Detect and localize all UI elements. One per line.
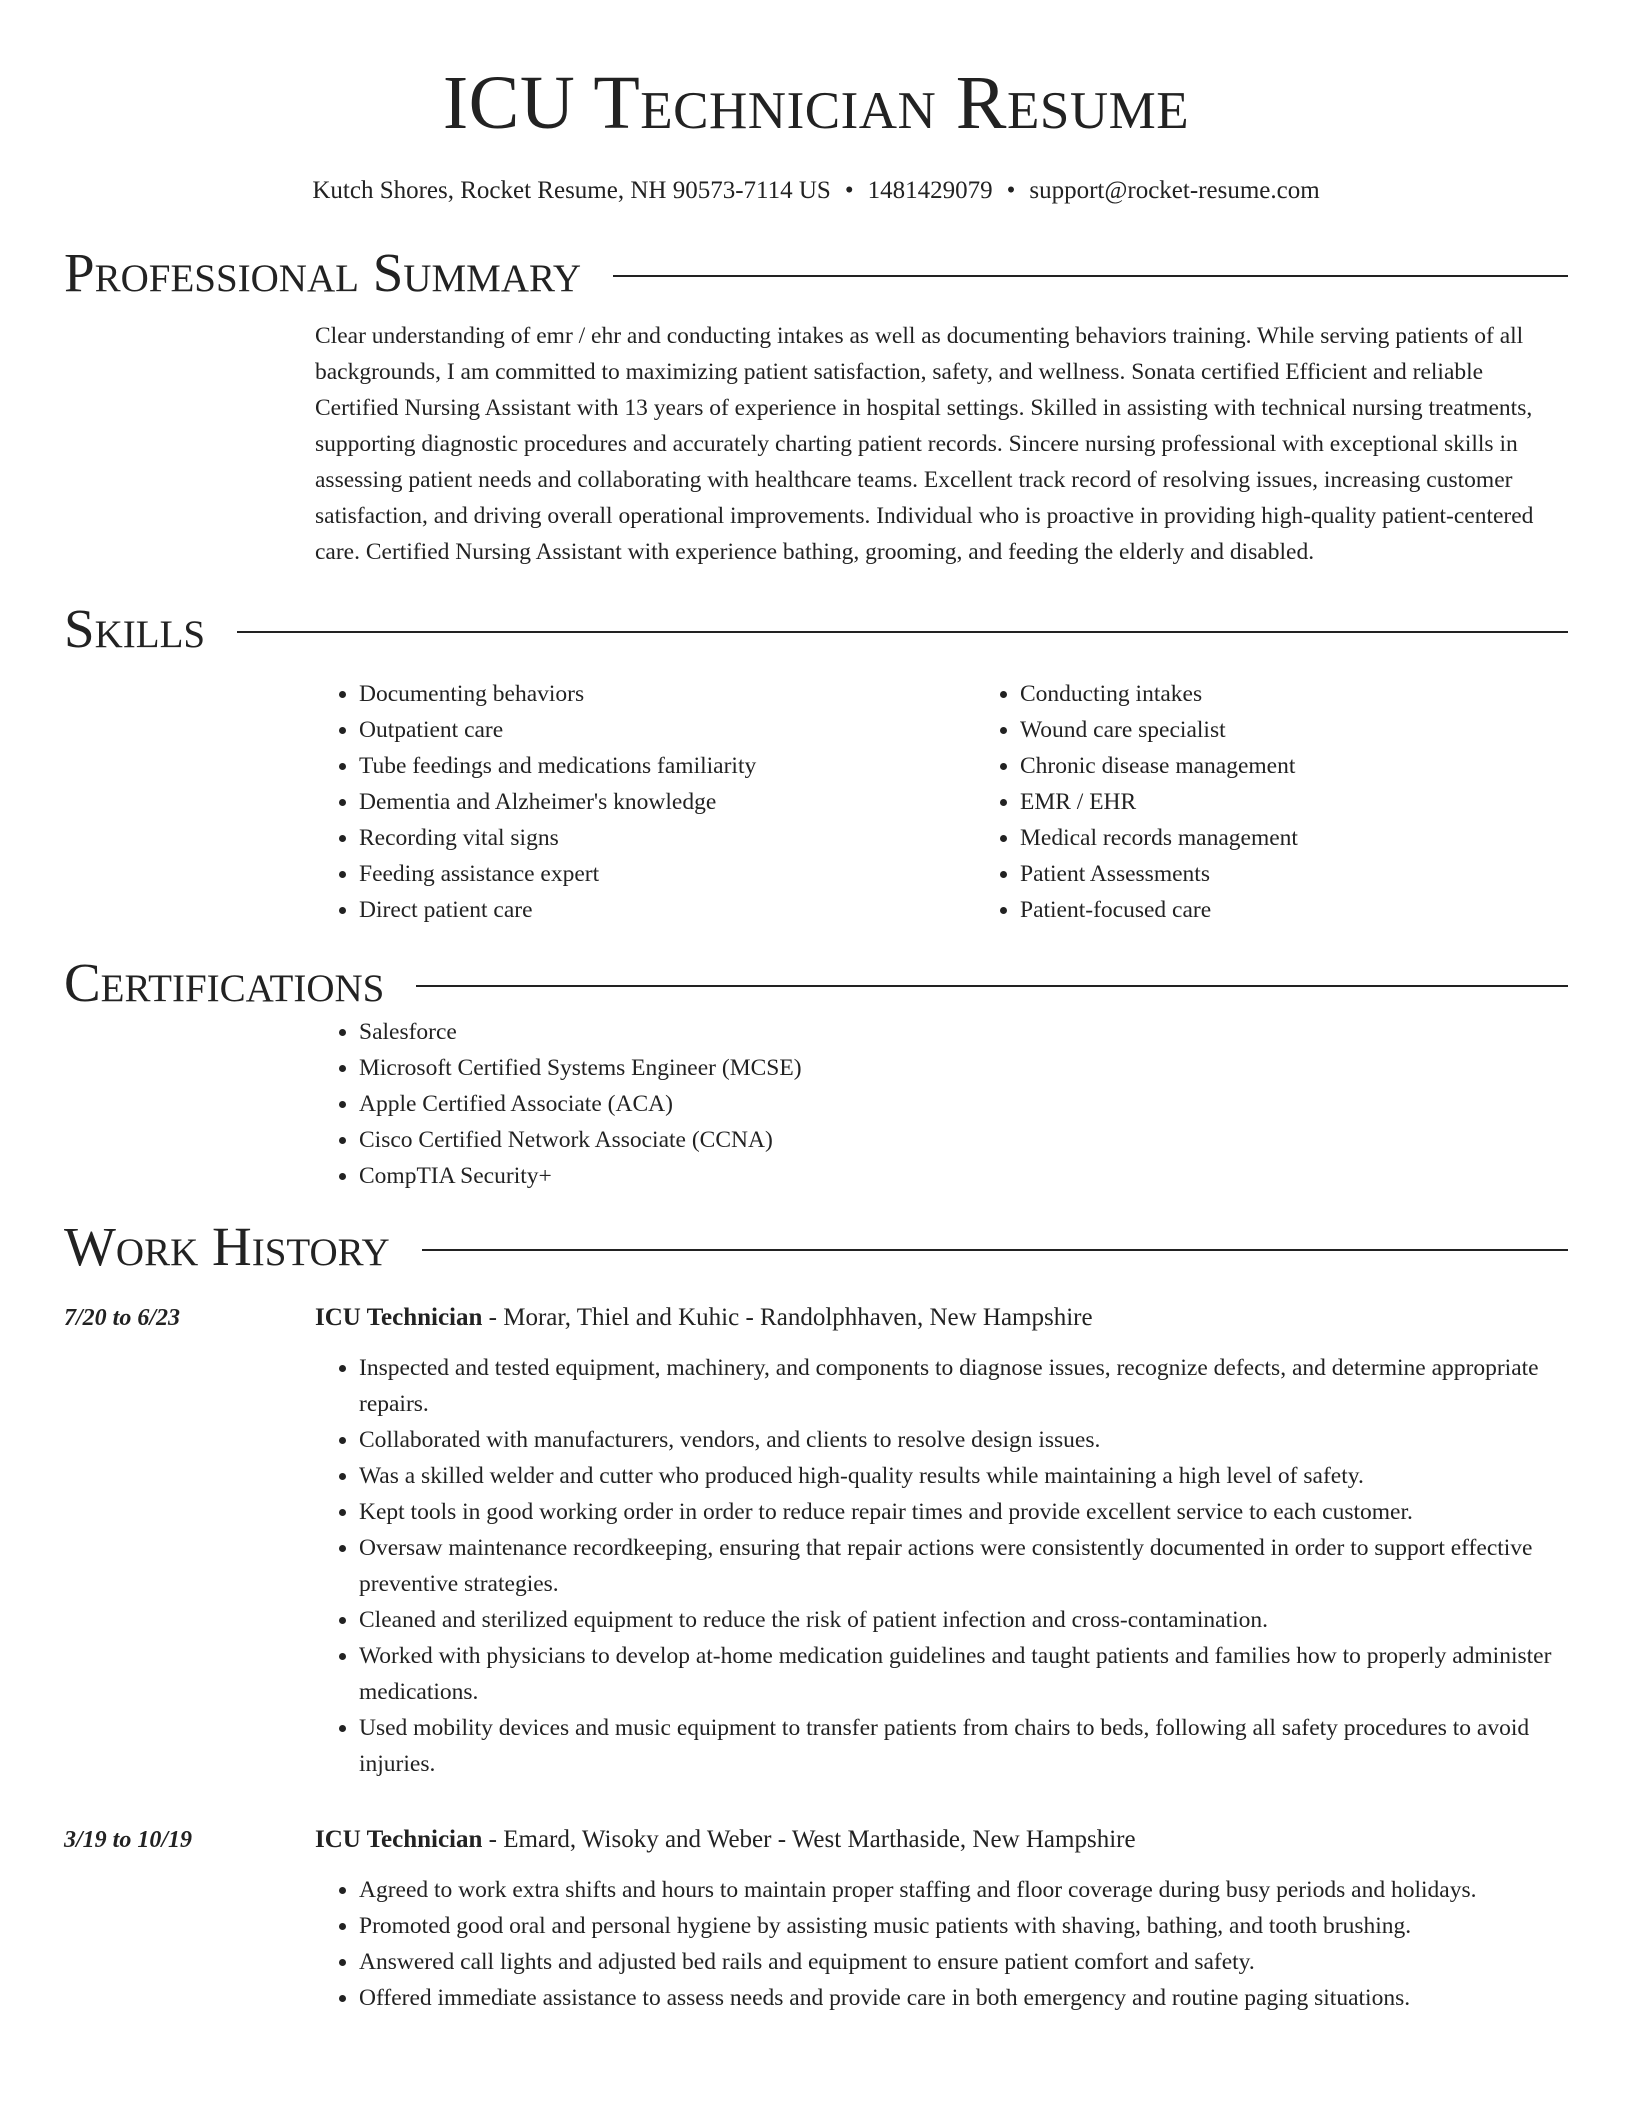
certification-item: • Apple Certified Associate (ACA) [359,1086,1568,1122]
skill-item: • Medical records management [1020,820,1568,856]
job-duty: • Kept tools in good working order in order to reduce repair times and provide excellent service to each customer. [359,1494,1568,1530]
job-duties-list [315,1872,1568,2016]
contact-phone: 1481429079 [867,177,993,204]
section-divider [416,985,1568,987]
job-dates: 3/19 to 10/19 [64,1827,193,1853]
job-employer-location: - Emard, Wisoky and Weber - West Marthaside, New Hampshire [482,1826,1136,1853]
job-duties-list [315,1350,1568,1782]
summary-heading [64,242,1568,304]
contact-separator: • [1006,177,1016,204]
contact-separator: • [844,177,854,204]
summary-text: Clear understanding of emr / ehr and conducting intakes as well as documenting behaviors training. While serving patients of all backgrounds, I am committed to maximizing patient satisfaction, safety, and wellness. Sonata certified Efficient and reliable Certified Nursing Assistant with 13 years of experience in hospital settings. Skilled in assisting with technical nursing treatments, supporting diagnostic procedures and accurately charting patient records. Sincere nursing professional with exceptional skills in assessing patient needs and collaborating with healthcare teams. Excellent track record of resolving issues, increasing customer satisfaction, and driving overall operational improvements. Individual who is proactive in providing high-quality patient-centered care. Certified Nursing Assistant with experience bathing, grooming, and feeding the elderly and disabled. [315,323,1534,565]
certification-item: • Cisco Certified Network Associate (CCNA) [359,1122,1568,1158]
skill-item: • Recording vital signs [359,820,976,856]
job-employer-location: - Morar, Thiel and Kuhic - Randolphhaven, New Hampshire [482,1304,1093,1331]
job-duty: • Worked with physicians to develop at-home medication guidelines and taught patients and families how to properly administer medications. [359,1638,1568,1710]
job-duty: • Oversaw maintenance recordkeeping, ensuring that repair actions were consistently documented in order to support effective preventive strategies. [359,1530,1568,1602]
skills-section [315,676,1568,928]
job-duty: • Inspected and tested equipment, machinery, and components to diagnose issues, recognize defects, and determine appropriate repairs. [359,1350,1568,1422]
skill-item: • EMR / EHR [1020,784,1568,820]
job-dates: 7/20 to 6/23 [64,1305,181,1331]
certification-item: • Salesforce [359,1014,1568,1050]
section-divider [422,1249,1568,1251]
job-duty: • Offered immediate assistance to assess needs and provide care in both emergency and routine paging situations. [359,1980,1568,2016]
job-duty: • Promoted good oral and personal hygiene by assisting music patients with shaving, bathing, and tooth brushing. [359,1908,1568,1944]
page-title: ICU Technician Resume [442,61,1190,145]
job-role: ICU Technician [315,1826,483,1853]
job-role: ICU Technician [315,1304,483,1331]
job-entry [64,1822,1568,2016]
certification-item: • Microsoft Certified Systems Engineer (MCSE) [359,1050,1568,1086]
job-duty: • Cleaned and sterilized equipment to reduce the risk of patient infection and cross-contamination. [359,1602,1568,1638]
job-content [315,1822,1568,2016]
contact-address: Kutch Shores, Rocket Resume, NH 90573-7114 US [312,177,831,204]
section-divider [613,275,1568,277]
certification-item: • CompTIA Security+ [359,1158,1568,1194]
skills-heading [64,598,1568,660]
job-duty: • Agreed to work extra shifts and hours to maintain proper staffing and floor coverage during busy periods and holidays. [359,1872,1568,1908]
section-title-skills: Skills [64,598,206,659]
contact-email: support@rocket-resume.com [1029,177,1320,204]
skill-item: • Wound care specialist [1020,712,1568,748]
summary-section [315,318,1568,570]
job-heading [315,1300,1568,1336]
job-entry [64,1300,1568,1782]
job-duty: • Collaborated with manufacturers, vendors, and clients to resolve design issues. [359,1422,1568,1458]
certifications-heading [64,952,1568,1014]
skill-item: • Tube feedings and medications familiarity [359,748,976,784]
job-duty: • Used mobility devices and music equipment to transfer patients from chairs to beds, following all safety procedures to avoid injuries. [359,1710,1568,1782]
section-title-summary: Professional Summary [64,242,582,303]
skill-item: • Outpatient care [359,712,976,748]
skill-item: • Dementia and Alzheimer's knowledge [359,784,976,820]
section-title-certifications: Certifications [64,952,385,1013]
contact-line [64,176,1568,206]
skill-item: • Direct patient care [359,892,976,928]
section-title-work-history: Work History [64,1216,390,1277]
skill-item: • Patient Assessments [1020,856,1568,892]
skill-item: • Patient-focused care [1020,892,1568,928]
work-history-heading [64,1216,1568,1278]
resume-header [64,0,1568,206]
section-divider [237,631,1568,633]
certifications-list [315,1014,1568,1194]
job-duty: • Answered call lights and adjusted bed rails and equipment to ensure patient comfort and safety. [359,1944,1568,1980]
skills-list-right [976,676,1568,928]
certifications-section [315,1014,1568,1194]
skills-grid [315,676,1568,928]
skill-item: • Chronic disease management [1020,748,1568,784]
skill-item: • Documenting behaviors [359,676,976,712]
job-duty: • Was a skilled welder and cutter who produced high-quality results while maintaining a high level of safety. [359,1458,1568,1494]
job-heading [315,1822,1568,1858]
skill-item: • Conducting intakes [1020,676,1568,712]
skills-list-left [315,676,976,928]
job-content [315,1300,1568,1782]
skill-item: • Feeding assistance expert [359,856,976,892]
